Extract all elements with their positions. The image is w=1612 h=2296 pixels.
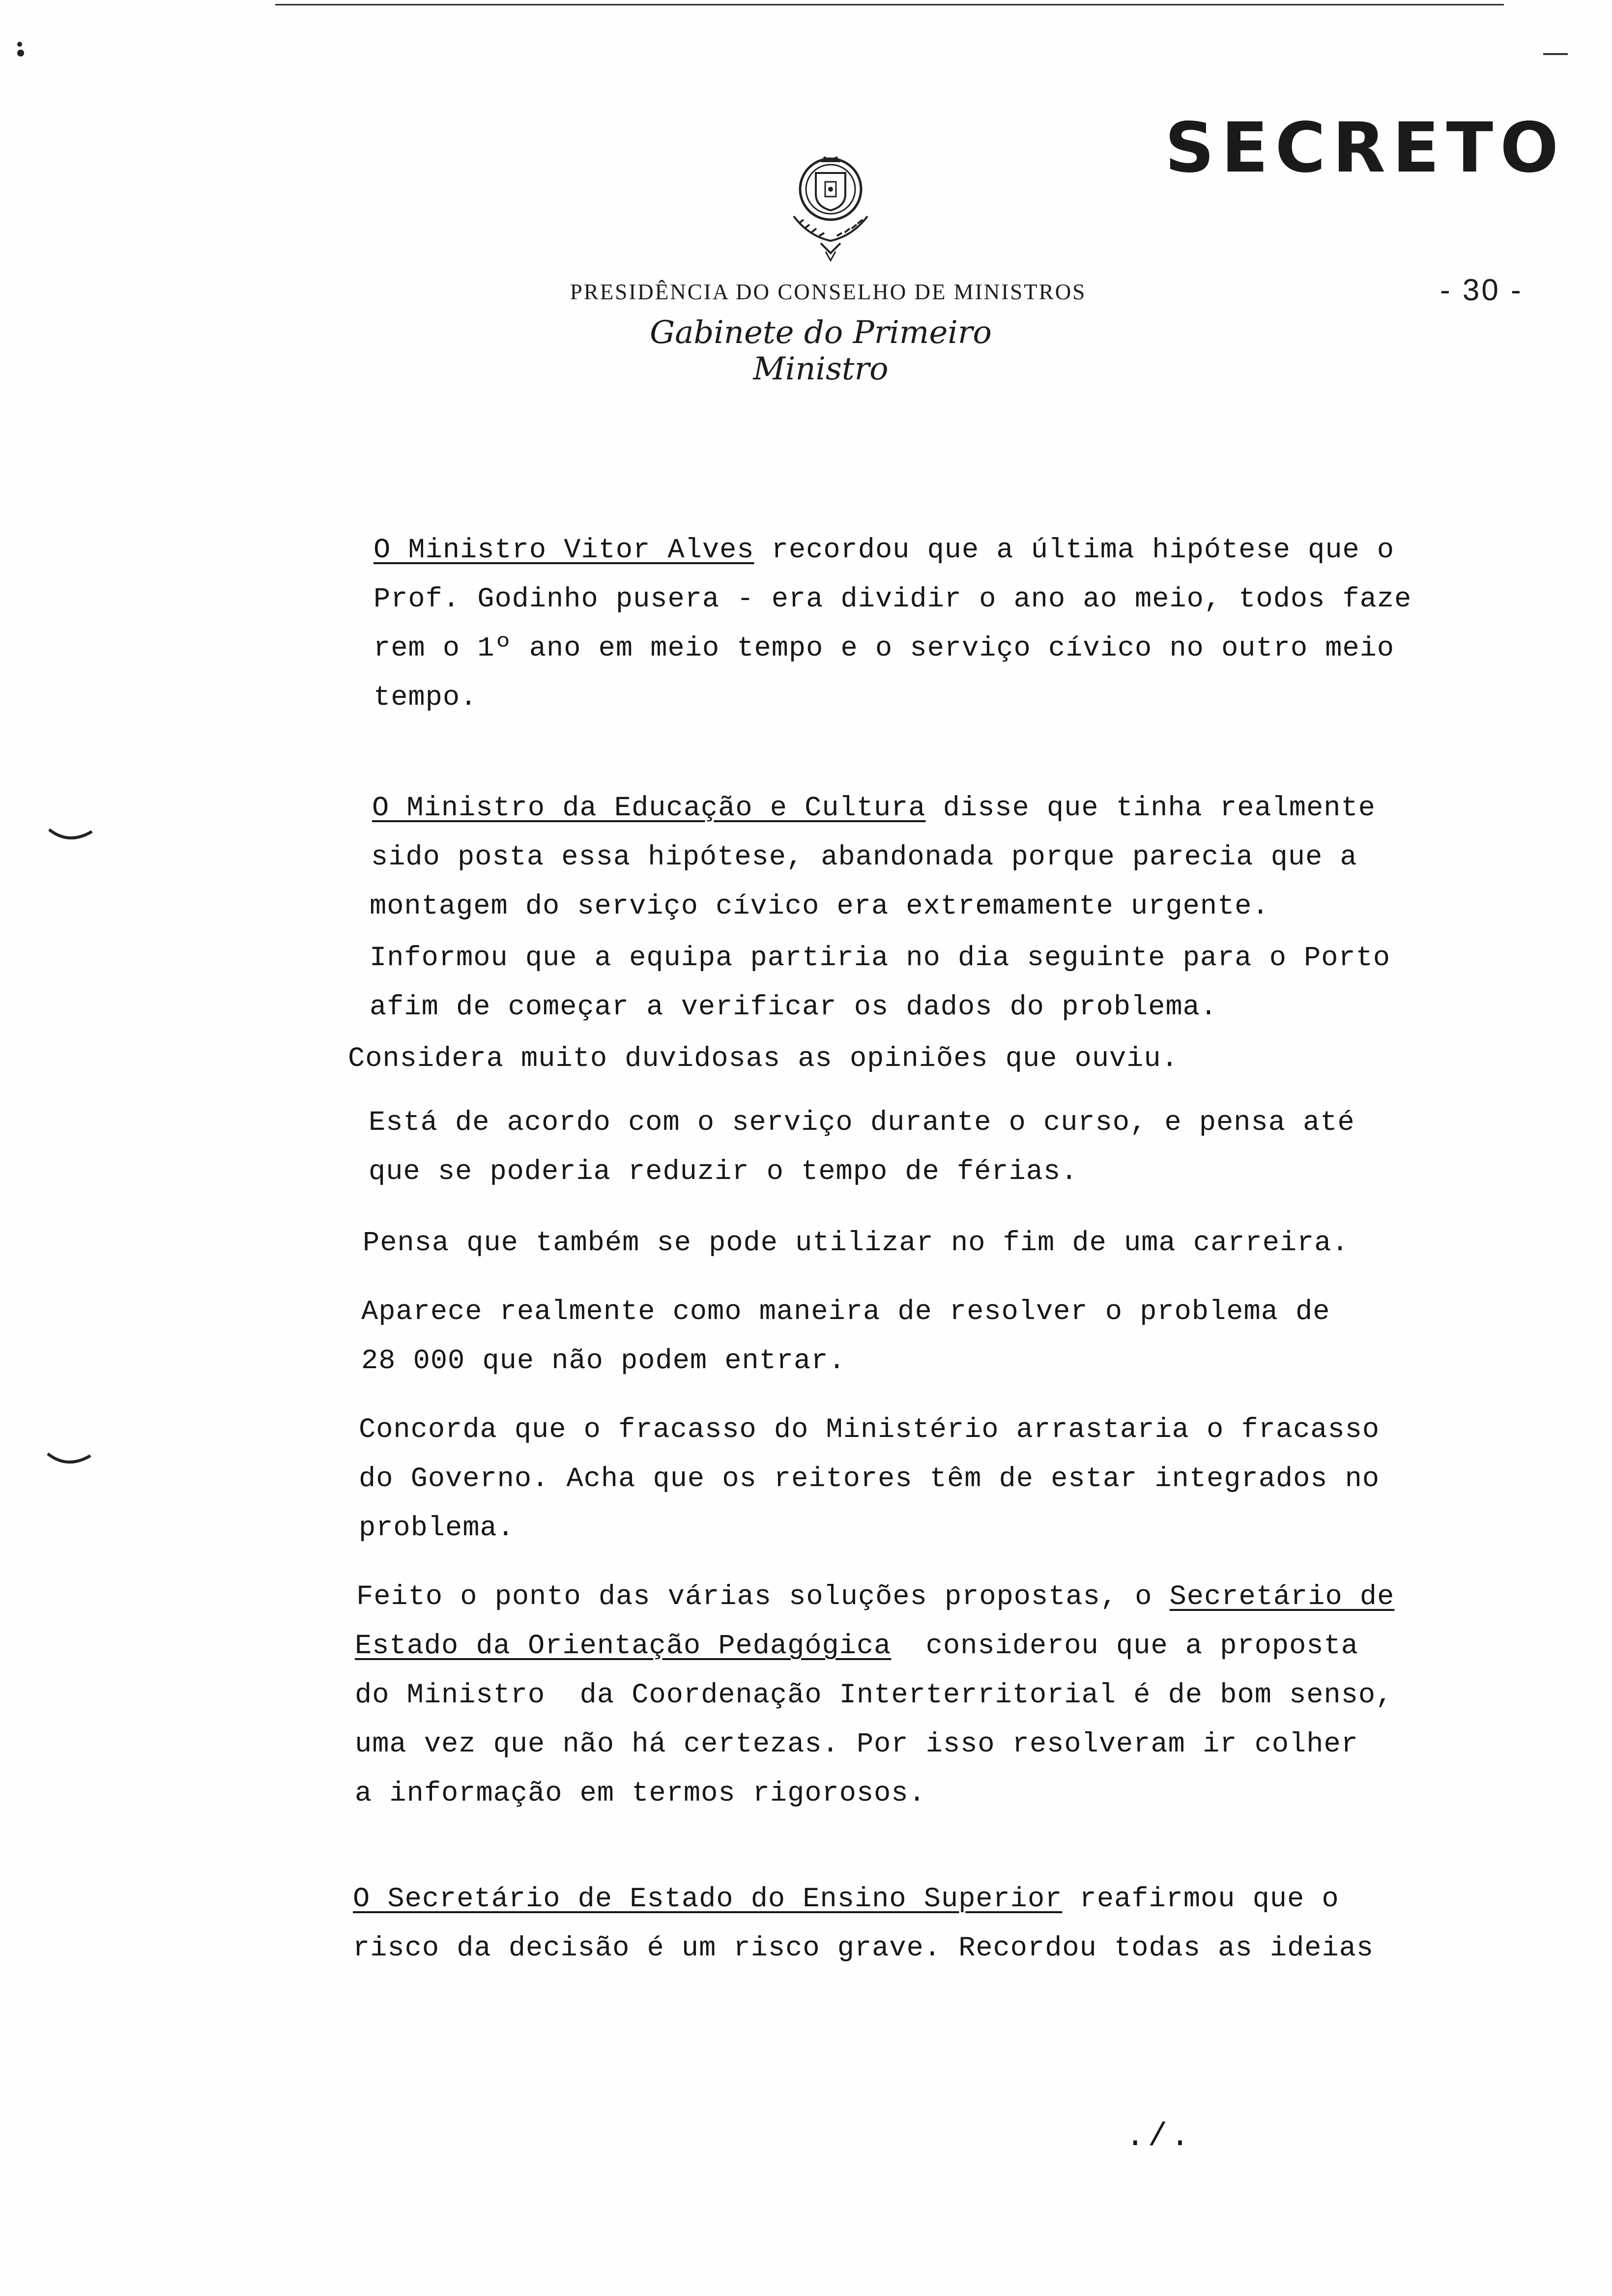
text-line: do Ministro da Coordenação Interterritorial é de bom senso,	[355, 1680, 1393, 1711]
text-line: Concorda que o fracasso do Ministério arrastaria o fracasso	[359, 1414, 1380, 1446]
text-line: tempo.	[374, 682, 478, 714]
speaker-name: O Secretário de Estado do Ensino Superior	[353, 1884, 1063, 1915]
text-line: sido posta essa hipótese, abandonada porque parecia que a	[371, 842, 1357, 873]
text-line: do Governo. Acha que os reitores têm de estar integrados no	[359, 1464, 1380, 1495]
text-line: rem o 1º ano em meio tempo e o serviço cívico no outro meio	[374, 633, 1395, 664]
speaker-name: O Ministro Vitor Alves	[374, 535, 754, 566]
text-line: Está de acordo com o serviço durante o curso, e pensa até	[369, 1107, 1355, 1139]
text-line: O Secretário de Estado do Ensino Superior reafirmou que o	[353, 1884, 1339, 1915]
margin-mark	[47, 826, 96, 845]
text-line: Feito o ponto das várias soluções propostas, o Secretário de	[356, 1581, 1395, 1613]
speaker-name: Estado da Orientação Pedagógica	[355, 1631, 892, 1662]
text-line: Estado da Orientação Pedagógica considerou que a proposta	[355, 1631, 1358, 1662]
text-line: Informou que a equipa partiria no dia seguinte para o Porto	[370, 943, 1391, 974]
text-line: problema.	[359, 1513, 515, 1544]
text-line: risco da decisão é um risco grave. Recordou todas as ideias	[353, 1933, 1374, 1964]
text-line: O Ministro Vitor Alves recordou que a última hipótese que o	[374, 535, 1395, 566]
text-line: uma vez que não há certezas. Por isso resolveram ir colher	[355, 1729, 1358, 1760]
office-name: Gabinete do Primeiro Ministro	[650, 315, 992, 387]
speaker-name: Secretário de	[1169, 1581, 1395, 1613]
text-line: Prof. Godinho pusera - era dividir o ano ao meio, todos faze	[374, 584, 1412, 615]
institution-name: PRESIDÊNCIA DO CONSELHO DE MINISTROS	[570, 280, 1087, 304]
continued-mark: ./.	[1125, 2118, 1193, 2155]
speaker-name: O Ministro da Educação e Cultura	[372, 793, 926, 824]
classification-stamp: SECRETO	[1165, 108, 1566, 188]
margin-mark	[45, 1450, 94, 1469]
text-line: Considera muito duvidosas as opiniões que ouviu.	[348, 1043, 1179, 1075]
margin-mark	[15, 39, 29, 59]
text-line: 28 000 que não podem entrar.	[361, 1346, 846, 1377]
text-line: a informação em termos rigorosos.	[355, 1778, 926, 1809]
text-line: O Ministro da Educação e Cultura disse que tinha realmente	[372, 793, 1376, 824]
text-line: afim de começar a verificar os dados do problema.	[370, 992, 1218, 1023]
text-line: montagem do serviço cívico era extremamente urgente.	[370, 891, 1269, 922]
text-line: Pensa que também se pode utilizar no fim de uma carreira.	[363, 1228, 1349, 1259]
margin-mark	[1543, 53, 1568, 55]
page-number: - 30 -	[1440, 273, 1523, 307]
text-line: Aparece realmente como maneira de resolver o problema de	[361, 1296, 1330, 1328]
text-line: que se poderia reduzir o tempo de férias.	[369, 1156, 1078, 1188]
